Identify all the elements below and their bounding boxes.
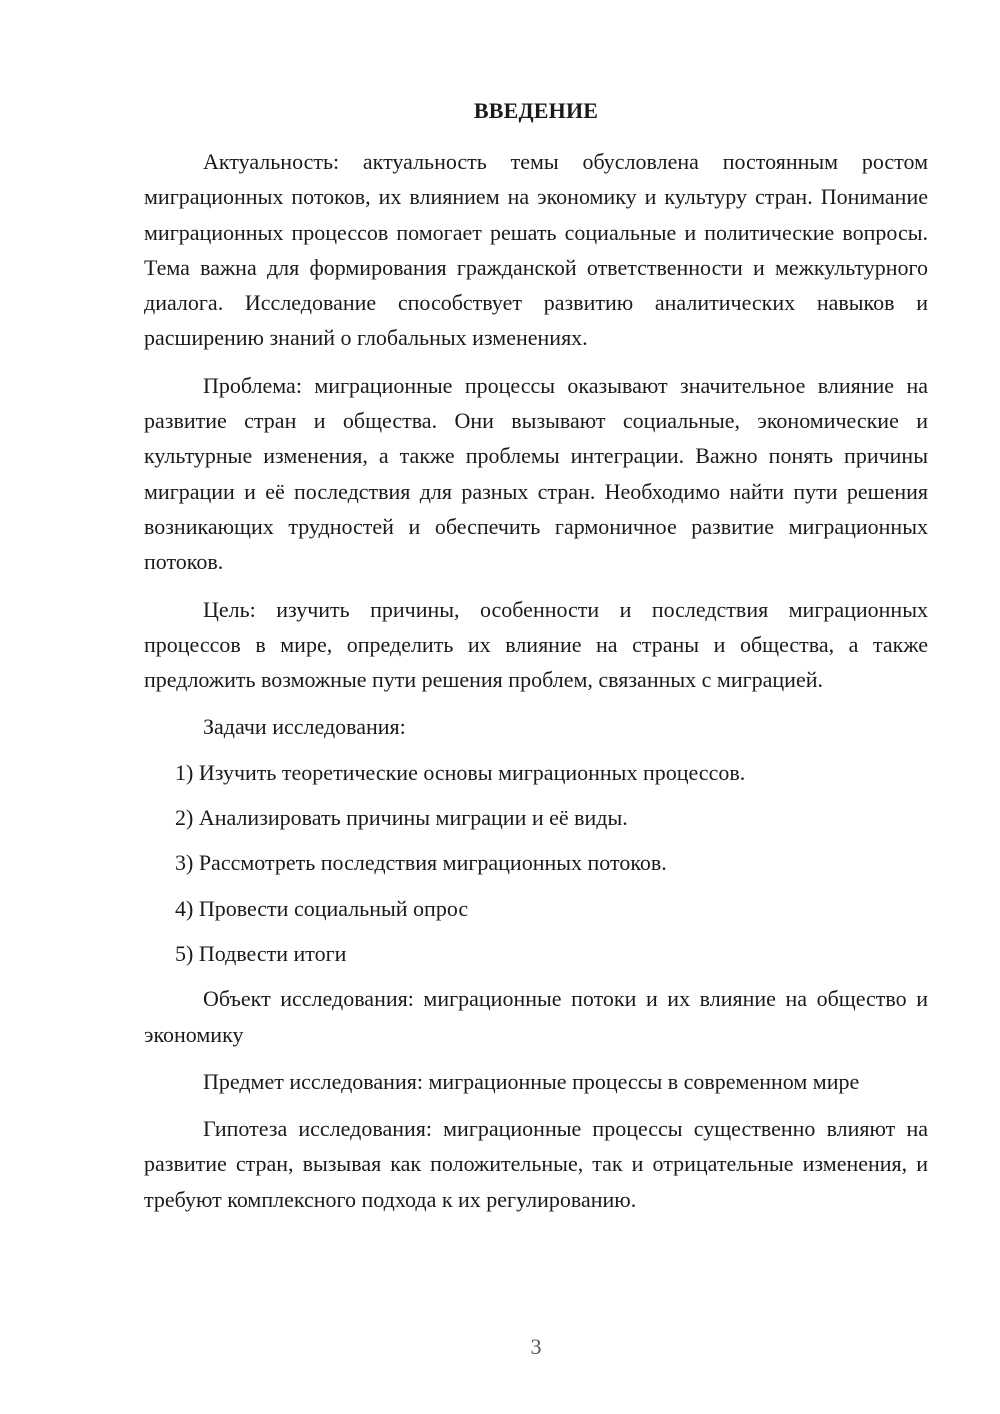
document-body: [144, 144, 928, 1229]
page-number: 3: [530, 1334, 542, 1359]
section-title: ВВЕДЕНИЕ: [473, 98, 599, 123]
problem-paragraph: Проблема: миграционные процессы оказывают значительное влияние на развитие стран и общества. Они вызывают социальные, экономические и культурные изменения, а также проблемы интеграции. Важно понять причины миграции и её последствия для разных стран. Необходимо найти пути решения возникающих трудностей и обеспечить гармоничное развитие миграционных потоков.: [144, 372, 928, 575]
hypothesis-paragraph: Гипотеза исследования: миграционные процессы существенно влияют на развитие стран, вызывая как положительные, так и отрицательные изменения, и требуют комплексного подхода к их регулированию.: [144, 1116, 928, 1212]
relevance-paragraph: Актуальность: актуальность темы обусловлена постоянным ростом миграционных потоков, их влиянием на экономику и культуру стран. Понимание миграционных процессов помогает решать социальные и политические вопросы. Тема важна для формирования гражданской ответственности и межкультурного диалога. Исследование способствует развитию аналитических навыков и расширению знаний о глобальных изменениях.: [144, 149, 928, 351]
task-item: 1) Изучить теоретические основы миграционных процессов.: [175, 759, 746, 785]
goal-paragraph: Цель: изучить причины, особенности и последствия миграционных процессов в мире, определить их влияние на страны и общества, а также предложить возможные пути решения проблем, связанных с миграцией.: [144, 596, 928, 693]
subject-paragraph: Предмет исследования: миграционные процессы в современном мире: [203, 1068, 860, 1094]
object-paragraph: Объект исследования: миграционные потоки и их влияние на общество и экономику: [144, 986, 928, 1047]
tasks-heading: Задачи исследования:: [203, 714, 406, 740]
task-item: 5) Подвести итоги: [175, 940, 347, 966]
task-item: 3) Рассмотреть последствия миграционных потоков.: [175, 850, 667, 876]
task-item: 2) Анализировать причины миграции и её виды.: [175, 805, 628, 831]
task-item: 4) Провести социальный опрос: [175, 895, 469, 921]
